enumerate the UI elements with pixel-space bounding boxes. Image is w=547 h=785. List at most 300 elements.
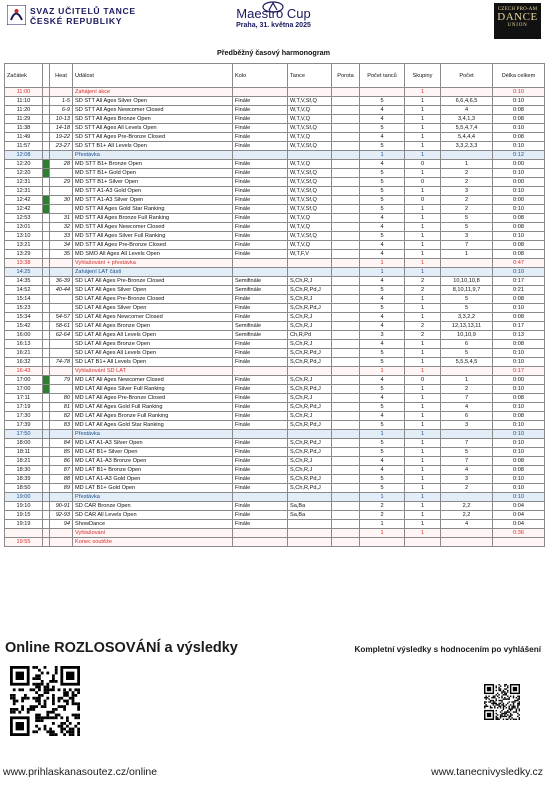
cell-count: 6,6,4,6,5 (441, 97, 493, 106)
cell-duration: 0:13 (493, 331, 545, 340)
cell-event: MD LAT All Ages Silver Full Ranking (73, 385, 233, 394)
cell-heat: 23-27 (50, 142, 73, 151)
proam-logo-line3: UNION (507, 23, 528, 28)
schedule-row (5, 511, 545, 520)
cell-heat: 89 (50, 484, 73, 493)
cell-groups: 1 (405, 448, 441, 457)
cell-time: 18:21 (5, 457, 43, 466)
cell-event: MD STT A1-A3 Gold Open (73, 187, 233, 196)
cell-groups: 1 (405, 340, 441, 349)
cell-dances: S,Ch,R,J (288, 295, 332, 304)
cell-ndances: 5 (360, 97, 405, 106)
cell-jury (332, 394, 360, 403)
cell-jury (332, 232, 360, 241)
table-header-row (5, 64, 545, 88)
cell-round (233, 259, 288, 268)
cell-event: MD LAT B1+ Bronze Open (73, 466, 233, 475)
cell-dances: W,T,V,Q (288, 106, 332, 115)
cell-count: 10,10,9 (441, 331, 493, 340)
cell-duration: 0:17 (493, 367, 545, 376)
cell-event: SD STT B1+ All Levels Open (73, 142, 233, 151)
cell-count: 7 (441, 394, 493, 403)
cell-groups: 1 (405, 358, 441, 367)
cell-round: Finále (233, 358, 288, 367)
cell-dances: W,T,V,Sf,Q (288, 124, 332, 133)
cell-round: Finále (233, 511, 288, 520)
cell-count: 7 (441, 457, 493, 466)
row-marker (43, 178, 50, 187)
cell-round: Finále (233, 313, 288, 322)
schedule-row (5, 106, 545, 115)
cell-duration: 0:08 (493, 133, 545, 142)
row-marker (43, 412, 50, 421)
cell-heat: 92-93 (50, 511, 73, 520)
cell-jury (332, 223, 360, 232)
cell-heat (50, 88, 73, 97)
cell-duration: 0:00 (493, 160, 545, 169)
cell-time: 18:30 (5, 466, 43, 475)
cell-time: 12:31 (5, 187, 43, 196)
cell-ndances: 5 (360, 385, 405, 394)
cell-event: MD STT B1+ Bronze Open (73, 160, 233, 169)
cell-jury (332, 268, 360, 277)
cell-groups: 1 (405, 115, 441, 124)
cell-jury (332, 115, 360, 124)
cell-heat: 94 (50, 520, 73, 529)
cell-dances: S,Ch,R,J (288, 340, 332, 349)
cell-dances: W,T,V,Sf,Q (288, 187, 332, 196)
cell-time: 13:21 (5, 241, 43, 250)
cell-groups: 1 (405, 475, 441, 484)
cell-heat (50, 349, 73, 358)
cell-event: SD STT All Ages Silver Open (73, 97, 233, 106)
cell-heat: 32 (50, 223, 73, 232)
row-marker (43, 466, 50, 475)
cell-time: 17:19 (5, 403, 43, 412)
schedule-row (5, 475, 545, 484)
cell-groups: 1 (405, 151, 441, 160)
cell-event: MD LAT B1+ Gold Open (73, 484, 233, 493)
cell-count: 8,10,11,9,7 (441, 286, 493, 295)
cell-jury (332, 187, 360, 196)
online-url-link[interactable]: www.prihlaskanasoutez.cz/online (3, 766, 158, 778)
schedule-row (5, 385, 545, 394)
cell-jury (332, 205, 360, 214)
cell-jury (332, 160, 360, 169)
cell-count (441, 259, 493, 268)
schedule-row (5, 538, 545, 547)
cell-event: SD LAT All Ages All Levels Open (73, 349, 233, 358)
cell-time: 11:57 (5, 142, 43, 151)
results-url-link[interactable]: www.tanecnivysledky.cz (431, 766, 543, 778)
cell-count: 3,3,2,3,3 (441, 142, 493, 151)
cell-duration: 0:10 (493, 349, 545, 358)
schedule-row (5, 142, 545, 151)
cell-event: MD LAT A1-A3 Bronze Open (73, 457, 233, 466)
cell-event: MD LAT All Ages Newcomer Closed (73, 376, 233, 385)
cell-count: 5 (441, 349, 493, 358)
cell-dances: W,T,V,Q (288, 241, 332, 250)
cell-time: 14:52 (5, 286, 43, 295)
cell-jury (332, 493, 360, 502)
cell-jury (332, 412, 360, 421)
row-marker (43, 259, 50, 268)
cell-event: Vyhlašování SD LAT (73, 367, 233, 376)
cell-round: Finále (233, 412, 288, 421)
cell-round: Finále (233, 178, 288, 187)
cell-ndances: 5 (360, 142, 405, 151)
cell-dances: S,Ch,R,J (288, 457, 332, 466)
cell-dances (288, 151, 332, 160)
cell-heat: 30 (50, 196, 73, 205)
cell-groups: 1 (405, 394, 441, 403)
cell-jury (332, 97, 360, 106)
cell-ndances: 1 (360, 529, 405, 538)
row-marker (43, 268, 50, 277)
cell-ndances: 4 (360, 466, 405, 475)
cell-jury (332, 277, 360, 286)
cell-event: MD SMO All Ages All Levels Open (73, 250, 233, 259)
cell-heat (50, 259, 73, 268)
cell-round (233, 88, 288, 97)
cell-round: Finále (233, 349, 288, 358)
cell-groups: 0 (405, 196, 441, 205)
row-marker (43, 160, 50, 169)
cell-groups: 1 (405, 421, 441, 430)
cell-round: Finále (233, 97, 288, 106)
row-marker (43, 223, 50, 232)
cell-dances (288, 430, 332, 439)
row-marker (43, 97, 50, 106)
cell-count: 2 (441, 484, 493, 493)
cell-ndances: 1 (360, 367, 405, 376)
cell-time: 11:10 (5, 97, 43, 106)
cell-groups: 1 (405, 232, 441, 241)
cell-jury (332, 484, 360, 493)
cell-jury (332, 448, 360, 457)
cell-duration: 0:08 (493, 106, 545, 115)
cell-time: 18:11 (5, 448, 43, 457)
cell-groups: 1 (405, 403, 441, 412)
cell-count: 3 (441, 232, 493, 241)
cell-heat: 62-64 (50, 331, 73, 340)
schedule-row (5, 331, 545, 340)
schedule-body (5, 88, 545, 547)
cell-count (441, 88, 493, 97)
cell-groups: 1 (405, 124, 441, 133)
cell-dances: S,Ch,R,J (288, 394, 332, 403)
row-marker (43, 187, 50, 196)
schedule-row (5, 223, 545, 232)
schedule-row (5, 376, 545, 385)
proam-logo-line2: DANCE (497, 11, 538, 23)
schedule-row (5, 151, 545, 160)
cell-ndances: 4 (360, 223, 405, 232)
cell-round (233, 367, 288, 376)
cell-groups: 1 (405, 529, 441, 538)
cell-jury (332, 142, 360, 151)
cell-jury (332, 88, 360, 97)
cell-time: 11:00 (5, 88, 43, 97)
cell-time: 14:25 (5, 268, 43, 277)
cell-dances: S,Ch,R,J (288, 412, 332, 421)
cell-ndances: 4 (360, 115, 405, 124)
cell-ndances: 2 (360, 511, 405, 520)
cell-jury (332, 457, 360, 466)
cell-event: MD STT B1+ Gold Open (73, 169, 233, 178)
cell-groups: 1 (405, 430, 441, 439)
schedule-row (5, 97, 545, 106)
cell-round: Finále (233, 115, 288, 124)
cell-round: Finále (233, 457, 288, 466)
cell-dances: S,Ch,R,Pd,J (288, 484, 332, 493)
cell-duration: 0:08 (493, 295, 545, 304)
cell-heat (50, 187, 73, 196)
cell-groups: 1 (405, 304, 441, 313)
schedule-row (5, 322, 545, 331)
cell-dances: S,Ch,R,Pd,J (288, 349, 332, 358)
row-marker (43, 358, 50, 367)
cell-jury (332, 430, 360, 439)
col-header-count: Počet (441, 64, 493, 88)
cell-jury (332, 250, 360, 259)
cell-time: 18:00 (5, 439, 43, 448)
cell-count: 2,2 (441, 511, 493, 520)
cell-ndances: 5 (360, 169, 405, 178)
cell-groups: 1 (405, 250, 441, 259)
cell-dances: S,Ch,R,J (288, 277, 332, 286)
cell-round (233, 151, 288, 160)
cell-dances: W,T,V,Sf,Q (288, 205, 332, 214)
schedule-row (5, 358, 545, 367)
row-marker (43, 88, 50, 97)
cell-groups: 2 (405, 286, 441, 295)
cell-heat (50, 385, 73, 394)
schedule-row (5, 421, 545, 430)
cell-groups: 1 (405, 349, 441, 358)
row-marker (43, 295, 50, 304)
cell-groups: 1 (405, 295, 441, 304)
cell-duration: 0:10 (493, 385, 545, 394)
cell-heat: 81 (50, 403, 73, 412)
cell-round: Finále (233, 196, 288, 205)
row-marker (43, 439, 50, 448)
cell-round: Semifinále (233, 277, 288, 286)
cell-heat: 54-57 (50, 313, 73, 322)
qr-code-online-icon[interactable] (10, 666, 80, 736)
cell-jury (332, 529, 360, 538)
cell-round: Finále (233, 340, 288, 349)
cell-ndances: 5 (360, 205, 405, 214)
row-marker (43, 457, 50, 466)
cell-duration: 0:08 (493, 466, 545, 475)
cell-event: SD STT All Ages All Levels Open (73, 124, 233, 133)
col-header-num-dances: Počet tanců (360, 64, 405, 88)
cell-event: SD STT All Ages Bronze Open (73, 115, 233, 124)
cell-duration: 0:04 (493, 520, 545, 529)
cell-event: MD LAT All Ages Pre-Bronze Closed (73, 394, 233, 403)
cell-time: 16:21 (5, 349, 43, 358)
schedule-row (5, 178, 545, 187)
cell-duration (493, 538, 545, 547)
cell-heat: 36-39 (50, 277, 73, 286)
cell-groups: 1 (405, 313, 441, 322)
cell-heat: 85 (50, 448, 73, 457)
cell-count (441, 268, 493, 277)
cell-round: Finále (233, 160, 288, 169)
cell-dances: W,T,V,Q (288, 223, 332, 232)
row-marker (43, 403, 50, 412)
cell-ndances: 4 (360, 313, 405, 322)
cell-groups: 1 (405, 484, 441, 493)
cell-jury (332, 520, 360, 529)
row-marker (43, 286, 50, 295)
cell-ndances (360, 88, 405, 97)
online-section-title: Online ROZLOSOVÁNÍ a výsledky (5, 640, 238, 656)
cell-groups: 1 (405, 133, 441, 142)
cell-count: 1 (441, 250, 493, 259)
row-marker (43, 151, 50, 160)
cell-ndances: 5 (360, 349, 405, 358)
cell-dances: S,Ch,R,Pd,J (288, 448, 332, 457)
row-marker (43, 142, 50, 151)
cell-groups: 1 (405, 520, 441, 529)
cell-duration: 0:10 (493, 403, 545, 412)
row-marker (43, 376, 50, 385)
cell-round: Finále (233, 304, 288, 313)
row-marker (43, 277, 50, 286)
col-header-groups: Skupiny (405, 64, 441, 88)
cell-duration: 0:12 (493, 151, 545, 160)
cell-time: 18:39 (5, 475, 43, 484)
cell-ndances: 1 (360, 259, 405, 268)
col-header-jury: Porota (332, 64, 360, 88)
schedule-row (5, 394, 545, 403)
cell-dances: W,T,V,Sf,Q (288, 178, 332, 187)
row-marker (43, 196, 50, 205)
schedule-row (5, 277, 545, 286)
cell-groups: 1 (405, 205, 441, 214)
cell-event: MD STT All Ages Gold Star Ranking (73, 205, 233, 214)
cell-count: 5 (441, 223, 493, 232)
cell-count: 7 (441, 241, 493, 250)
cell-event: MD STT A1-A3 Silver Open (73, 196, 233, 205)
cell-jury (332, 178, 360, 187)
cell-jury (332, 124, 360, 133)
cell-dances: Sa,Ba (288, 511, 332, 520)
cell-count: 3 (441, 421, 493, 430)
event-date-place: Praha, 31. května 2025 (236, 22, 311, 29)
cell-duration: 0:10 (493, 421, 545, 430)
cell-count (441, 367, 493, 376)
cell-jury (332, 502, 360, 511)
cell-groups: 0 (405, 178, 441, 187)
cell-ndances: 3 (360, 331, 405, 340)
cell-dances (288, 367, 332, 376)
cell-round: Semifinále (233, 322, 288, 331)
cell-ndances: 5 (360, 232, 405, 241)
cell-ndances: 2 (360, 502, 405, 511)
cell-time: 12:20 (5, 160, 43, 169)
cell-event: Zahájení akce (73, 88, 233, 97)
cell-count: 4 (441, 520, 493, 529)
cell-duration: 0:10 (493, 88, 545, 97)
cell-heat: 79 (50, 376, 73, 385)
row-marker (43, 241, 50, 250)
cell-ndances: 1 (360, 151, 405, 160)
cell-heat (50, 529, 73, 538)
cell-time: 13:29 (5, 250, 43, 259)
cell-event: SD STT All Ages Pre-Bronze Closed (73, 133, 233, 142)
schedule-row (5, 430, 545, 439)
cell-time: 19:55 (5, 538, 43, 547)
cell-groups: 2 (405, 277, 441, 286)
cell-dances: W,T,V,Sf,Q (288, 232, 332, 241)
qr-code-results-icon[interactable] (484, 684, 520, 720)
cell-time: 17:39 (5, 421, 43, 430)
row-marker (43, 340, 50, 349)
cell-time: 16:00 (5, 331, 43, 340)
cell-count: 5 (441, 304, 493, 313)
cell-event: SD LAT All Ages Newcomer Closed (73, 313, 233, 322)
cell-dances (288, 268, 332, 277)
cell-round (233, 268, 288, 277)
results-section-title: Kompletní výsledky s hodnocením po vyhlášení (354, 645, 541, 654)
cell-event: Přestávka (73, 151, 233, 160)
cell-groups: 1 (405, 412, 441, 421)
cell-event: MD STT All Ages Bronze Full Ranking (73, 214, 233, 223)
cell-dances: W,T,V,Sf,Q (288, 169, 332, 178)
cell-heat (50, 169, 73, 178)
cell-time: 17:30 (5, 412, 43, 421)
cell-ndances (360, 538, 405, 547)
row-marker (43, 250, 50, 259)
cell-heat: 80 (50, 394, 73, 403)
row-marker (43, 322, 50, 331)
row-marker (43, 502, 50, 511)
cell-count: 2 (441, 196, 493, 205)
cell-count: 2 (441, 178, 493, 187)
cell-ndances: 5 (360, 196, 405, 205)
cell-time: 15:34 (5, 313, 43, 322)
cell-time: 19:00 (5, 493, 43, 502)
cell-dances: W,T,V,Q (288, 214, 332, 223)
cell-event: SD LAT All Ages Bronze Open (73, 322, 233, 331)
cell-count (441, 529, 493, 538)
cell-dances: W,T,V,Q (288, 160, 332, 169)
cell-time: 13:38 (5, 259, 43, 268)
schedule-row (5, 340, 545, 349)
cell-jury (332, 421, 360, 430)
schedule-row (5, 367, 545, 376)
cell-time: 16:43 (5, 367, 43, 376)
cell-jury (332, 511, 360, 520)
cell-event: SD LAT All Ages Bronze Open (73, 340, 233, 349)
cell-duration: 0:08 (493, 412, 545, 421)
event-title: Maestro Cup (236, 6, 311, 21)
cell-count: 12,13,13,11 (441, 322, 493, 331)
row-marker (43, 349, 50, 358)
cell-round: Finále (233, 475, 288, 484)
cell-heat (50, 430, 73, 439)
cell-heat: 84 (50, 439, 73, 448)
cell-heat (50, 205, 73, 214)
cell-round: Finále (233, 223, 288, 232)
schedule-row (5, 493, 545, 502)
cell-count (441, 538, 493, 547)
cell-round: Finále (233, 376, 288, 385)
cell-heat: 90-91 (50, 502, 73, 511)
